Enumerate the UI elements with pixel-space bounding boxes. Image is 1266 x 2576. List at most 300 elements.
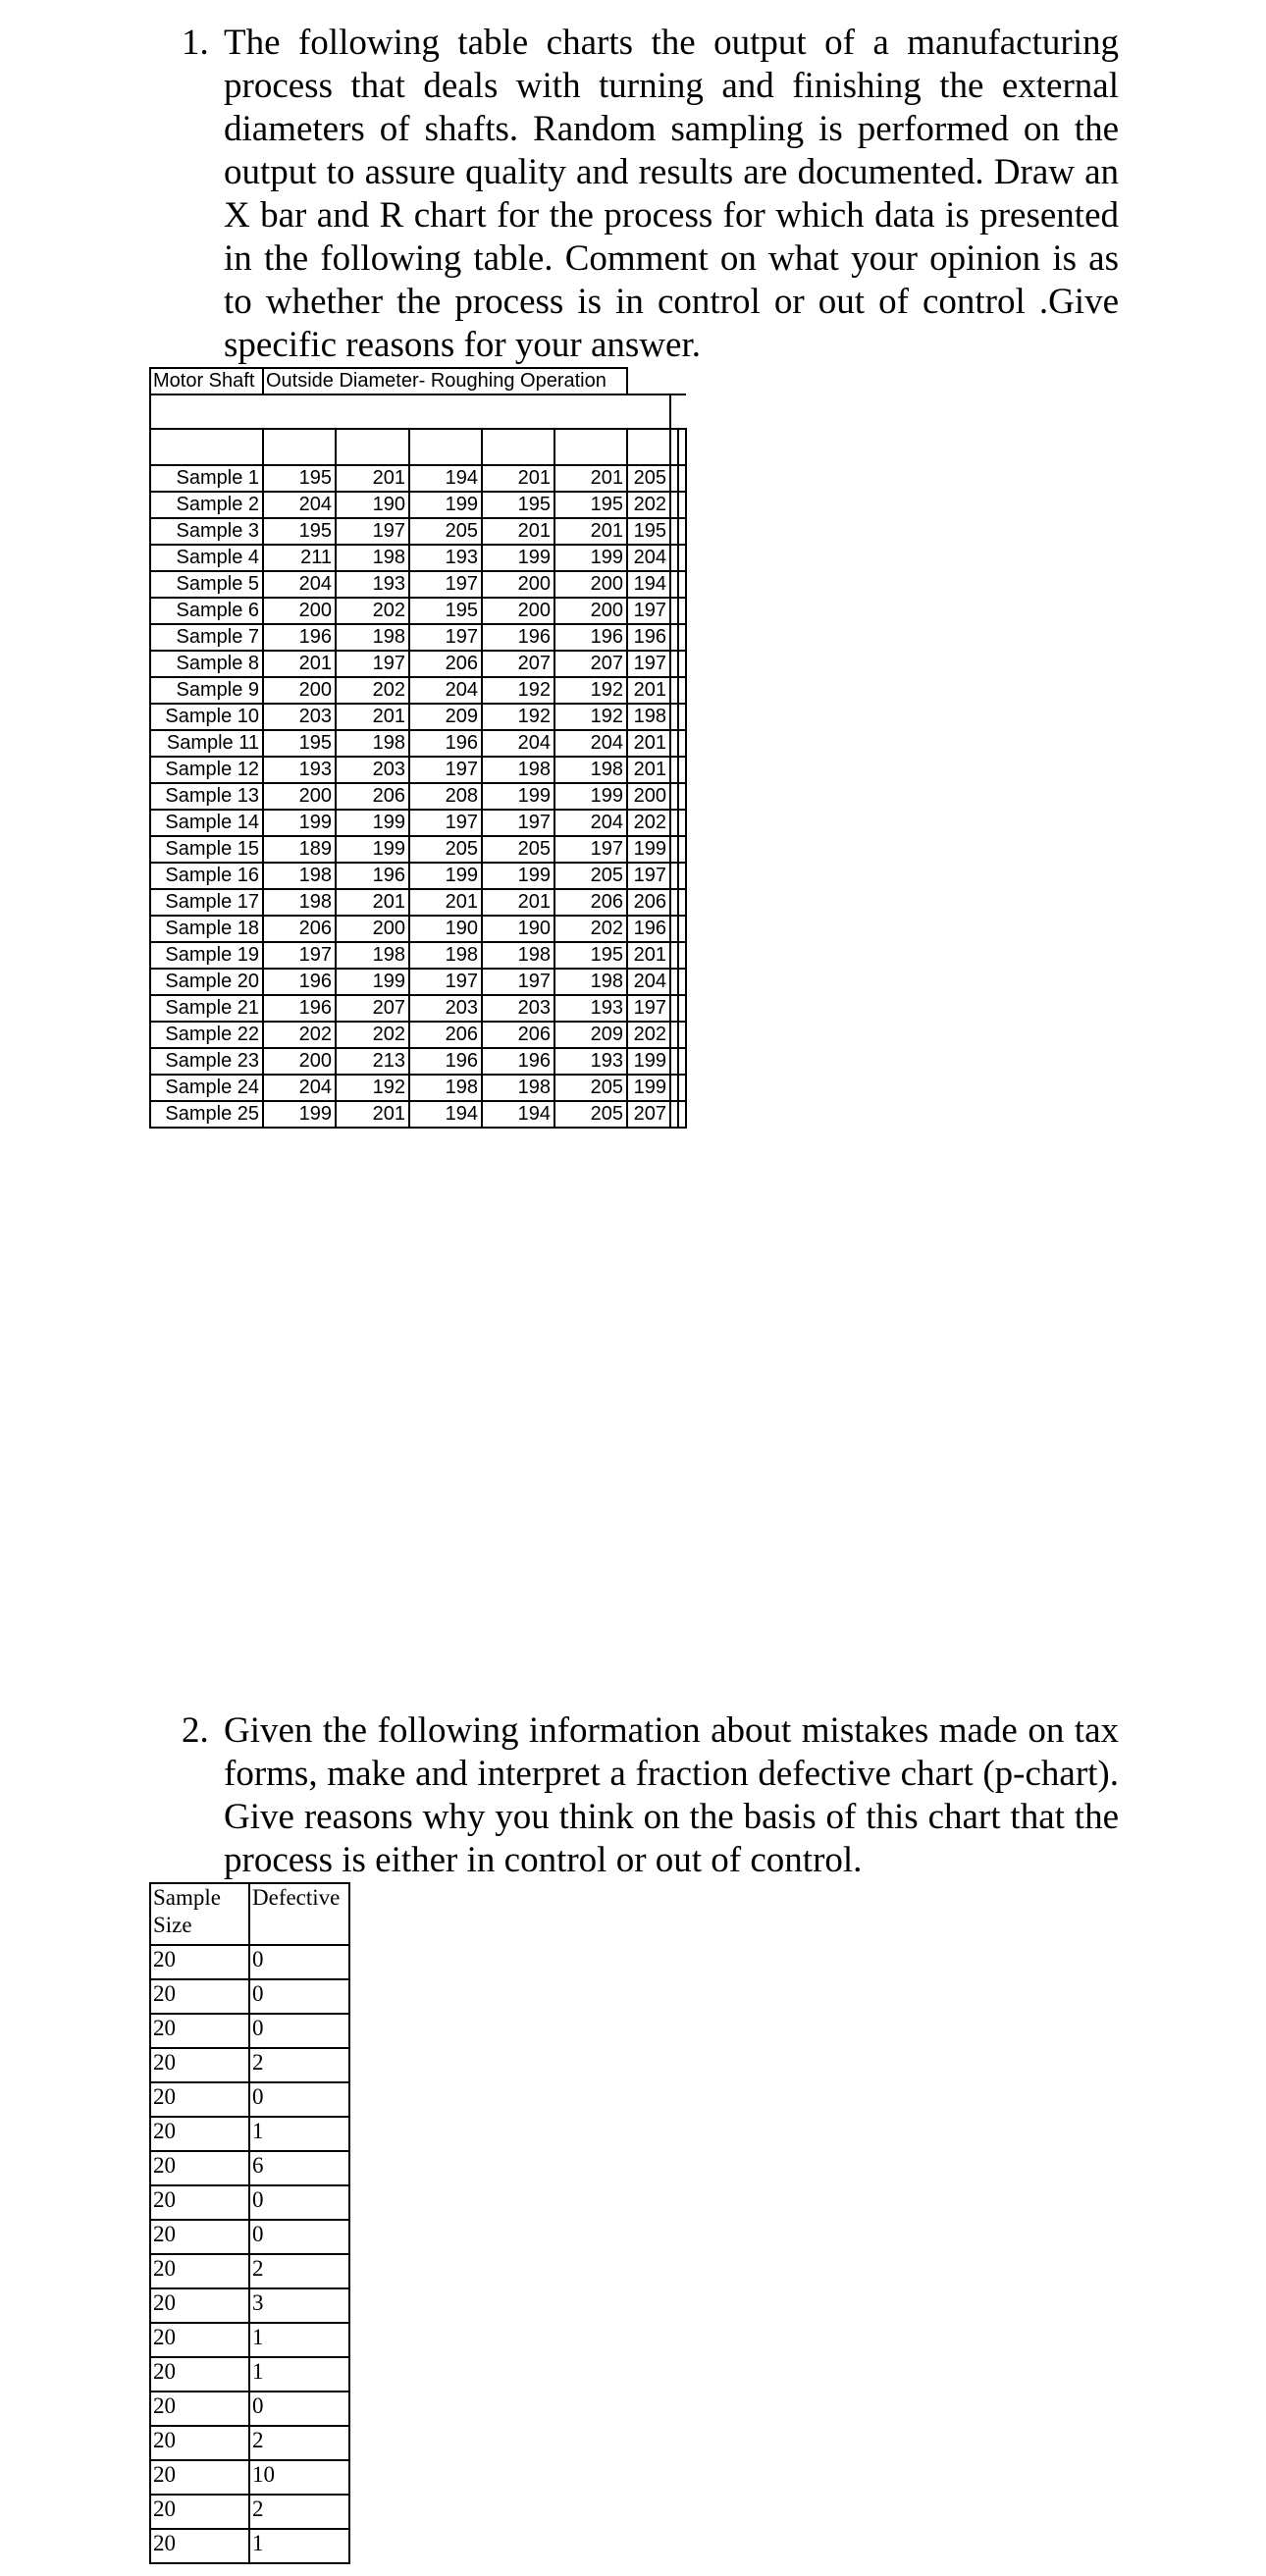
measurement-cell: 192 xyxy=(482,704,554,730)
measurement-cell: 199 xyxy=(482,863,554,889)
shaft-empty-cell xyxy=(554,429,627,465)
empty-cell xyxy=(670,995,678,1022)
empty-cell xyxy=(670,757,678,783)
measurement-cell: 204 xyxy=(482,730,554,757)
measurement-cell: 199 xyxy=(263,810,336,836)
shaft-table-row xyxy=(150,916,686,942)
empty-cell xyxy=(678,598,686,624)
measurement-cell: 201 xyxy=(336,1101,409,1128)
shaft-table-row xyxy=(150,1075,686,1101)
measurement-cell: 205 xyxy=(482,836,554,863)
empty-cell xyxy=(670,810,678,836)
measurement-cell: 201 xyxy=(554,465,627,492)
defective-cell: 0 xyxy=(249,2392,349,2426)
shaft-table-row xyxy=(150,810,686,836)
measurement-cell: 196 xyxy=(263,624,336,651)
measurement-cell: 199 xyxy=(627,836,670,863)
shaft-table-row xyxy=(150,730,686,757)
empty-cell xyxy=(670,571,678,598)
measurement-cell: 201 xyxy=(409,889,482,916)
shaft-table-row xyxy=(150,492,686,518)
defective-cell: 2 xyxy=(249,2254,349,2288)
measurement-cell: 202 xyxy=(627,492,670,518)
measurement-cell: 204 xyxy=(263,571,336,598)
measurement-cell: 204 xyxy=(554,810,627,836)
measurement-cell: 197 xyxy=(263,942,336,969)
empty-cell xyxy=(670,730,678,757)
measurement-cell: 194 xyxy=(409,1101,482,1128)
shaft-table-row xyxy=(150,1022,686,1048)
measurement-cell: 199 xyxy=(409,492,482,518)
defect-table-row xyxy=(150,2082,349,2117)
measurement-cell: 190 xyxy=(336,492,409,518)
measurement-cell: 200 xyxy=(554,598,627,624)
problem-2 xyxy=(182,1709,1119,1882)
shaft-table-row xyxy=(150,1048,686,1075)
measurement-cell: 196 xyxy=(263,995,336,1022)
measurement-cell: 201 xyxy=(627,942,670,969)
measurement-cell: 205 xyxy=(409,836,482,863)
measurement-cell: 200 xyxy=(263,598,336,624)
empty-cell xyxy=(670,969,678,995)
defective-table xyxy=(149,1882,350,2564)
defect-table-row xyxy=(150,2220,349,2254)
shaft-blank-spacer xyxy=(670,394,686,429)
empty-cell xyxy=(678,1075,686,1101)
measurement-cell: 195 xyxy=(482,492,554,518)
measurement-cell: 204 xyxy=(263,492,336,518)
sample-size-header: Sample Size xyxy=(150,1883,249,1945)
measurement-cell: 199 xyxy=(336,810,409,836)
shaft-table-row xyxy=(150,836,686,863)
shaft-table-row xyxy=(150,863,686,889)
defect-table-row xyxy=(150,2323,349,2357)
measurement-cell: 194 xyxy=(627,571,670,598)
empty-cell xyxy=(678,836,686,863)
empty-cell xyxy=(670,863,678,889)
sample-size-cell: 20 xyxy=(150,2323,249,2357)
shaft-table-row xyxy=(150,889,686,916)
measurement-cell: 197 xyxy=(554,836,627,863)
shaft-table-row xyxy=(150,545,686,571)
defective-cell: 0 xyxy=(249,1945,349,1979)
measurement-cell: 201 xyxy=(482,889,554,916)
sample-label: Sample 12 xyxy=(150,757,263,783)
measurement-cell: 195 xyxy=(263,465,336,492)
measurement-cell: 199 xyxy=(336,836,409,863)
measurement-cell: 193 xyxy=(263,757,336,783)
shaft-header-left: Motor Shaft xyxy=(150,368,263,394)
defective-cell: 1 xyxy=(249,2529,349,2563)
empty-cell xyxy=(678,518,686,545)
measurement-cell: 201 xyxy=(627,677,670,704)
shaft-header-spacer xyxy=(627,368,686,394)
measurement-cell: 196 xyxy=(554,624,627,651)
defective-cell: 2 xyxy=(249,2048,349,2082)
measurement-cell: 190 xyxy=(482,916,554,942)
sample-size-cell: 20 xyxy=(150,2082,249,2117)
measurement-cell: 195 xyxy=(409,598,482,624)
measurement-cell: 198 xyxy=(554,757,627,783)
empty-cell xyxy=(678,757,686,783)
empty-cell xyxy=(670,492,678,518)
sample-size-cell: 20 xyxy=(150,2014,249,2048)
measurement-cell: 205 xyxy=(554,1101,627,1128)
empty-cell xyxy=(678,1101,686,1128)
measurement-cell: 197 xyxy=(627,598,670,624)
empty-cell xyxy=(670,1048,678,1075)
measurement-cell: 198 xyxy=(336,624,409,651)
measurement-cell: 199 xyxy=(554,783,627,810)
measurement-cell: 201 xyxy=(336,889,409,916)
empty-cell xyxy=(678,571,686,598)
measurement-cell: 197 xyxy=(409,810,482,836)
empty-cell xyxy=(678,465,686,492)
shaft-table-row xyxy=(150,465,686,492)
measurement-cell: 192 xyxy=(482,677,554,704)
sample-label: Sample 23 xyxy=(150,1048,263,1075)
sample-label: Sample 18 xyxy=(150,916,263,942)
measurement-cell: 201 xyxy=(627,757,670,783)
empty-cell xyxy=(678,730,686,757)
sample-label: Sample 17 xyxy=(150,889,263,916)
measurement-cell: 199 xyxy=(482,783,554,810)
sample-size-cell: 20 xyxy=(150,2529,249,2563)
empty-cell xyxy=(678,863,686,889)
shaft-diameter-table xyxy=(149,367,687,1129)
measurement-cell: 200 xyxy=(627,783,670,810)
measurement-cell: 198 xyxy=(482,1075,554,1101)
measurement-cell: 203 xyxy=(263,704,336,730)
empty-cell xyxy=(670,518,678,545)
measurement-cell: 201 xyxy=(482,465,554,492)
shaft-empty-cell xyxy=(670,429,678,465)
shaft-table-row xyxy=(150,704,686,730)
sample-label: Sample 7 xyxy=(150,624,263,651)
shaft-table-row xyxy=(150,1101,686,1128)
measurement-cell: 204 xyxy=(627,545,670,571)
measurement-cell: 202 xyxy=(627,810,670,836)
sample-size-cell: 20 xyxy=(150,2288,249,2323)
empty-cell xyxy=(678,995,686,1022)
problem-1-number: 1. xyxy=(182,23,209,63)
measurement-cell: 201 xyxy=(482,518,554,545)
measurement-cell: 198 xyxy=(336,730,409,757)
defect-table-row xyxy=(150,2392,349,2426)
sample-label: Sample 20 xyxy=(150,969,263,995)
defect-table-row xyxy=(150,2151,349,2185)
measurement-cell: 197 xyxy=(627,995,670,1022)
defective-header: Defective xyxy=(249,1883,349,1945)
empty-cell xyxy=(670,704,678,730)
measurement-cell: 199 xyxy=(482,545,554,571)
shaft-table-row xyxy=(150,677,686,704)
empty-cell xyxy=(678,810,686,836)
sample-label: Sample 21 xyxy=(150,995,263,1022)
empty-cell xyxy=(678,492,686,518)
shaft-table-row xyxy=(150,598,686,624)
measurement-cell: 196 xyxy=(336,863,409,889)
empty-cell xyxy=(678,677,686,704)
shaft-empty-cell xyxy=(150,429,263,465)
defect-table-row xyxy=(150,2048,349,2082)
empty-cell xyxy=(670,651,678,677)
empty-cell xyxy=(670,677,678,704)
measurement-cell: 197 xyxy=(482,969,554,995)
defective-cell: 2 xyxy=(249,2426,349,2460)
shaft-empty-cell xyxy=(678,429,686,465)
measurement-cell: 197 xyxy=(409,571,482,598)
measurement-cell: 201 xyxy=(627,730,670,757)
measurement-cell: 199 xyxy=(554,545,627,571)
measurement-cell: 206 xyxy=(482,1022,554,1048)
empty-cell xyxy=(670,1022,678,1048)
empty-cell xyxy=(678,1048,686,1075)
defective-cell: 1 xyxy=(249,2357,349,2392)
sample-size-cell: 20 xyxy=(150,2151,249,2185)
empty-cell xyxy=(670,783,678,810)
measurement-cell: 197 xyxy=(627,863,670,889)
measurement-cell: 200 xyxy=(336,916,409,942)
measurement-cell: 206 xyxy=(627,889,670,916)
defective-cell: 3 xyxy=(249,2288,349,2323)
sample-size-cell: 20 xyxy=(150,2220,249,2254)
sample-size-cell: 20 xyxy=(150,2048,249,2082)
defect-table-row xyxy=(150,2254,349,2288)
measurement-cell: 205 xyxy=(554,863,627,889)
sample-size-cell: 20 xyxy=(150,2460,249,2495)
sample-size-cell: 20 xyxy=(150,1979,249,2014)
sample-label: Sample 16 xyxy=(150,863,263,889)
measurement-cell: 200 xyxy=(263,677,336,704)
measurement-cell: 197 xyxy=(336,651,409,677)
measurement-cell: 198 xyxy=(409,1075,482,1101)
measurement-cell: 207 xyxy=(554,651,627,677)
measurement-cell: 209 xyxy=(409,704,482,730)
measurement-cell: 192 xyxy=(336,1075,409,1101)
defective-cell: 10 xyxy=(249,2460,349,2495)
measurement-cell: 202 xyxy=(263,1022,336,1048)
empty-cell xyxy=(670,465,678,492)
measurement-cell: 196 xyxy=(409,1048,482,1075)
empty-cell xyxy=(678,545,686,571)
empty-cell xyxy=(670,1075,678,1101)
measurement-cell: 197 xyxy=(627,651,670,677)
defect-table-header-row xyxy=(150,1883,349,1945)
measurement-cell: 192 xyxy=(554,704,627,730)
defective-cell: 6 xyxy=(249,2151,349,2185)
measurement-cell: 195 xyxy=(263,730,336,757)
measurement-cell: 199 xyxy=(336,969,409,995)
measurement-cell: 204 xyxy=(409,677,482,704)
measurement-cell: 198 xyxy=(336,545,409,571)
empty-cell xyxy=(678,704,686,730)
sample-size-cell: 20 xyxy=(150,2185,249,2220)
empty-cell xyxy=(678,942,686,969)
empty-cell xyxy=(678,916,686,942)
sample-label: Sample 11 xyxy=(150,730,263,757)
sample-label: Sample 2 xyxy=(150,492,263,518)
defect-table-row xyxy=(150,2288,349,2323)
empty-cell xyxy=(670,598,678,624)
shaft-table-empty-row xyxy=(150,429,686,465)
sample-label: Sample 9 xyxy=(150,677,263,704)
shaft-table-row xyxy=(150,969,686,995)
measurement-cell: 204 xyxy=(263,1075,336,1101)
measurement-cell: 198 xyxy=(263,863,336,889)
measurement-cell: 195 xyxy=(263,518,336,545)
sample-label: Sample 13 xyxy=(150,783,263,810)
measurement-cell: 198 xyxy=(482,942,554,969)
measurement-cell: 213 xyxy=(336,1048,409,1075)
shaft-table-row xyxy=(150,518,686,545)
measurement-cell: 200 xyxy=(263,1048,336,1075)
measurement-cell: 196 xyxy=(627,624,670,651)
problem-1-text: The following table charts the output of a manufacturing process that deals with turning and finishing the external diameters of shafts. Random sampling is performed on the output to assure quality and results are documented. Draw an X bar and R chart for the process for which data is presented in the following table. Comment on what your opinion is as to whether the process is in control or out of control .Give specific reasons for your answer. xyxy=(224,23,1119,365)
sample-label: Sample 24 xyxy=(150,1075,263,1101)
shaft-empty-cell xyxy=(409,429,482,465)
measurement-cell: 195 xyxy=(554,942,627,969)
defect-table-row xyxy=(150,1979,349,2014)
sample-label: Sample 3 xyxy=(150,518,263,545)
shaft-empty-cell xyxy=(336,429,409,465)
measurement-cell: 199 xyxy=(627,1048,670,1075)
measurement-cell: 193 xyxy=(554,1048,627,1075)
sample-label: Sample 5 xyxy=(150,571,263,598)
measurement-cell: 203 xyxy=(409,995,482,1022)
defective-cell: 1 xyxy=(249,2117,349,2151)
shaft-table-row xyxy=(150,624,686,651)
measurement-cell: 194 xyxy=(409,465,482,492)
sample-label: Sample 14 xyxy=(150,810,263,836)
sample-label: Sample 4 xyxy=(150,545,263,571)
measurement-cell: 204 xyxy=(627,969,670,995)
measurement-cell: 200 xyxy=(554,571,627,598)
defect-table-row xyxy=(150,2117,349,2151)
sample-label: Sample 25 xyxy=(150,1101,263,1128)
empty-cell xyxy=(670,942,678,969)
shaft-empty-cell xyxy=(263,429,336,465)
empty-cell xyxy=(670,836,678,863)
defect-table-row xyxy=(150,2014,349,2048)
problem-2-text: Given the following information about mistakes made on tax forms, make and interpret a fraction defective chart (p-chart). Give reasons why you think on the basis of this chart that the process is either in control or out of control. xyxy=(224,1710,1119,1880)
shaft-table-blank-row xyxy=(150,394,686,429)
measurement-cell: 202 xyxy=(336,598,409,624)
shaft-table-row xyxy=(150,757,686,783)
problem-2-number: 2. xyxy=(182,1710,209,1751)
sample-label: Sample 1 xyxy=(150,465,263,492)
defective-cell: 2 xyxy=(249,2495,349,2529)
measurement-cell: 206 xyxy=(554,889,627,916)
measurement-cell: 198 xyxy=(482,757,554,783)
empty-cell xyxy=(678,651,686,677)
measurement-cell: 189 xyxy=(263,836,336,863)
sample-size-cell: 20 xyxy=(150,2117,249,2151)
sample-label: Sample 8 xyxy=(150,651,263,677)
measurement-cell: 202 xyxy=(554,916,627,942)
defective-cell: 1 xyxy=(249,2323,349,2357)
measurement-cell: 207 xyxy=(627,1101,670,1128)
problem-1 xyxy=(182,22,1119,367)
measurement-cell: 207 xyxy=(482,651,554,677)
sample-size-cell: 20 xyxy=(150,2254,249,2288)
defect-table-row xyxy=(150,2185,349,2220)
defective-cell: 0 xyxy=(249,2220,349,2254)
measurement-cell: 198 xyxy=(263,889,336,916)
empty-cell xyxy=(670,1101,678,1128)
sample-label: Sample 22 xyxy=(150,1022,263,1048)
shaft-table-row xyxy=(150,571,686,598)
shaft-empty-cell xyxy=(482,429,554,465)
measurement-cell: 198 xyxy=(409,942,482,969)
defect-table-row xyxy=(150,2529,349,2563)
measurement-cell: 190 xyxy=(409,916,482,942)
measurement-cell: 197 xyxy=(409,624,482,651)
empty-cell xyxy=(678,889,686,916)
shaft-table-row xyxy=(150,651,686,677)
measurement-cell: 208 xyxy=(409,783,482,810)
defective-cell: 0 xyxy=(249,2185,349,2220)
measurement-cell: 201 xyxy=(336,704,409,730)
measurement-cell: 201 xyxy=(554,518,627,545)
shaft-table-row xyxy=(150,942,686,969)
measurement-cell: 205 xyxy=(554,1075,627,1101)
measurement-cell: 199 xyxy=(627,1075,670,1101)
sample-label: Sample 15 xyxy=(150,836,263,863)
measurement-cell: 196 xyxy=(482,624,554,651)
measurement-cell: 197 xyxy=(482,810,554,836)
empty-cell xyxy=(670,916,678,942)
measurement-cell: 203 xyxy=(482,995,554,1022)
measurement-cell: 196 xyxy=(263,969,336,995)
measurement-cell: 205 xyxy=(627,465,670,492)
empty-cell xyxy=(670,889,678,916)
empty-cell xyxy=(678,969,686,995)
sample-size-cell: 20 xyxy=(150,2357,249,2392)
sample-size-cell: 20 xyxy=(150,1945,249,1979)
measurement-cell: 197 xyxy=(409,757,482,783)
shaft-table-header-row xyxy=(150,368,686,394)
measurement-cell: 206 xyxy=(263,916,336,942)
defect-table-row xyxy=(150,2495,349,2529)
measurement-cell: 196 xyxy=(409,730,482,757)
measurement-cell: 198 xyxy=(336,942,409,969)
sample-size-cell: 20 xyxy=(150,2495,249,2529)
measurement-cell: 200 xyxy=(482,598,554,624)
measurement-cell: 199 xyxy=(409,863,482,889)
measurement-cell: 205 xyxy=(409,518,482,545)
defect-table-row xyxy=(150,2460,349,2495)
measurement-cell: 200 xyxy=(263,783,336,810)
empty-cell xyxy=(670,545,678,571)
measurement-cell: 201 xyxy=(336,465,409,492)
measurement-cell: 193 xyxy=(554,995,627,1022)
measurement-cell: 195 xyxy=(627,518,670,545)
measurement-cell: 194 xyxy=(482,1101,554,1128)
measurement-cell: 200 xyxy=(482,571,554,598)
empty-cell xyxy=(670,624,678,651)
sample-size-cell: 20 xyxy=(150,2426,249,2460)
measurement-cell: 196 xyxy=(627,916,670,942)
measurement-cell: 211 xyxy=(263,545,336,571)
measurement-cell: 202 xyxy=(627,1022,670,1048)
sample-label: Sample 10 xyxy=(150,704,263,730)
measurement-cell: 202 xyxy=(336,677,409,704)
defective-cell: 0 xyxy=(249,1979,349,2014)
measurement-cell: 199 xyxy=(263,1101,336,1128)
empty-cell xyxy=(678,624,686,651)
measurement-cell: 197 xyxy=(336,518,409,545)
